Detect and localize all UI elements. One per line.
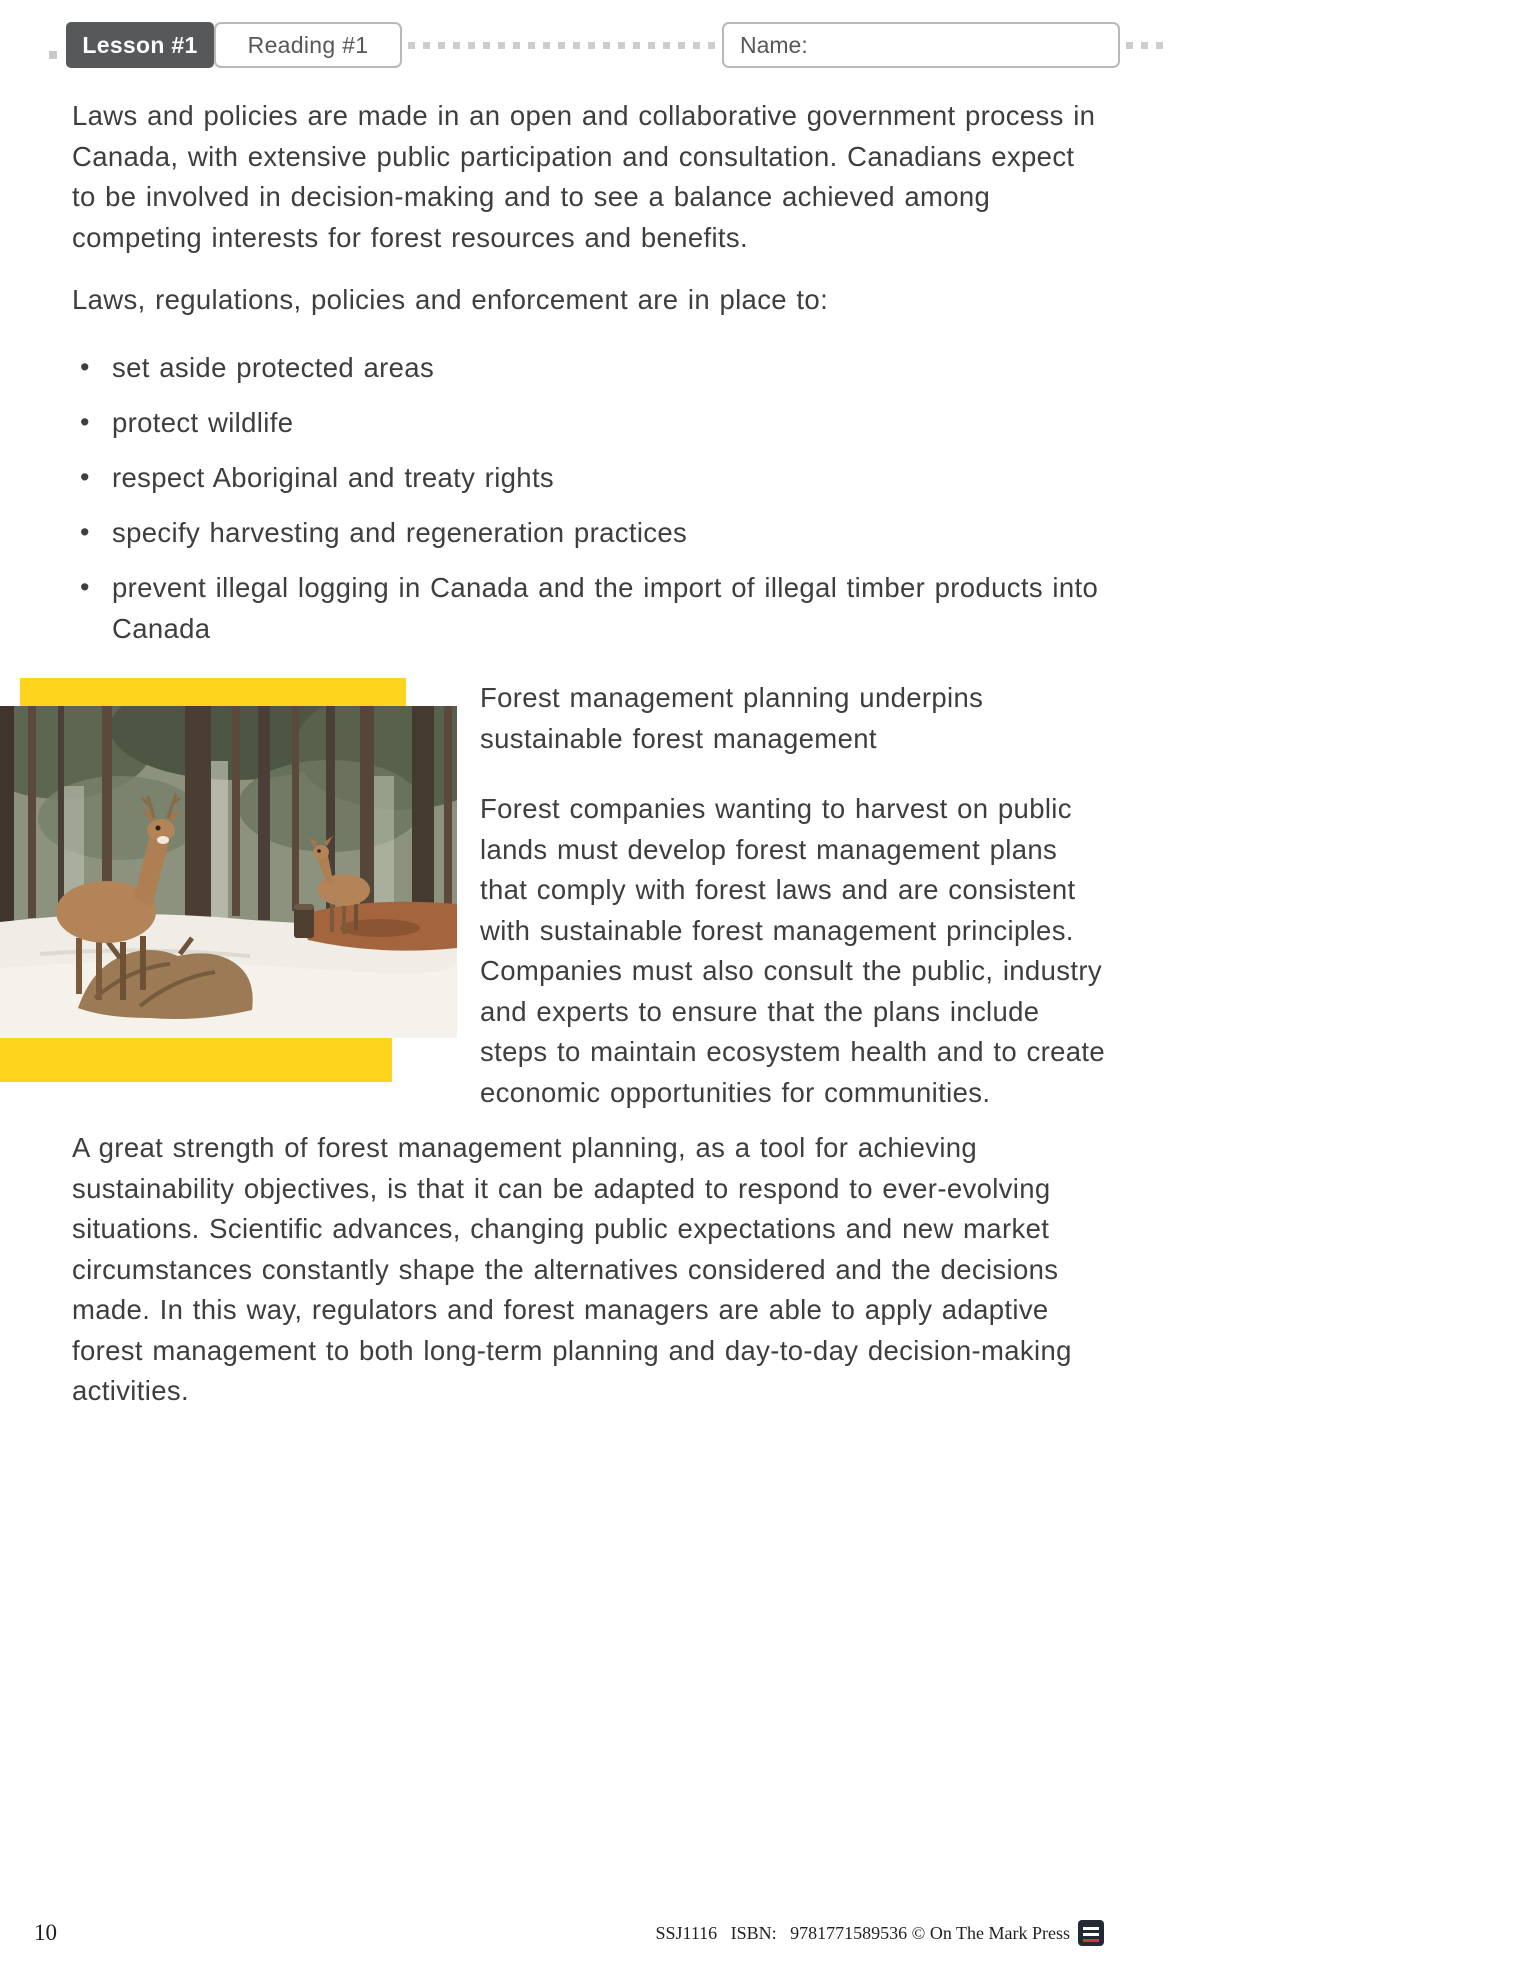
- footer-imprint-row: [0, 1920, 1104, 1946]
- closing-paragraph: A great strength of forest management planning, as a tool for achieving sustainability objectives, is that it can be adapted to respond to ever-evolving situations. Scientific advances, changing public expectations and new market circumstances constantly shape the alternatives considered and the decisions made. In this way, regulators and forest managers are able to apply adaptive forest management to both long-term planning and day-to-day decision-making activities.: [72, 1132, 1072, 1406]
- name-field[interactable]: [722, 22, 1120, 68]
- bullet-text: protect wildlife: [112, 407, 294, 438]
- deer-forest-illustration: [0, 706, 457, 1038]
- publisher-logo-icon: [1078, 1920, 1104, 1946]
- bullet-item-harvesting-practices: [72, 513, 1107, 554]
- photo-section: [0, 678, 1530, 1108]
- bullet-text: set aside protected areas: [112, 352, 435, 383]
- sidebar-heading: Forest management planning underpins sustainable forest management: [480, 682, 984, 754]
- name-label: Name:: [740, 31, 808, 58]
- deer-forest-photo: [0, 706, 457, 1038]
- bullet-text: prevent illegal logging in Canada and the import of illegal timber products into Canada: [112, 572, 1099, 644]
- lesson-tab-label: Lesson #1: [82, 31, 198, 58]
- dotted-divider-end: [1126, 42, 1168, 49]
- sidebar-text-column: [480, 678, 1108, 1113]
- laws-bullet-list: [72, 348, 1107, 664]
- imprint-text: SSJ1116 ISBN: 9781771589536 © On The Mark Press: [655, 1922, 1070, 1943]
- page-number: 10: [34, 1920, 57, 1945]
- bullet-item-illegal-logging: [72, 568, 1107, 649]
- reading-tab-label: Reading #1: [247, 31, 369, 58]
- reading-tab: [214, 22, 402, 68]
- bullet-item-aboriginal-rights: [72, 458, 1107, 499]
- sidebar-paragraph: Forest companies wanting to harvest on public lands must develop forest management plans that comply with forest laws and are consistent with sustainable forest management principles. Companies must also consult the public, industry and experts to ensure that the plans include steps to maintain ecosystem health and to create economic opportunities for communities.: [480, 793, 1105, 1108]
- intro-paragraph: Laws and policies are made in an open and collaborative government process in Canada, with extensive public participation and consultation. Canadians expect to be involved in decision-making and to see a balance achieved among competing interests for forest resources and benefits.: [72, 100, 1096, 253]
- bullet-item-protected-areas: [72, 348, 1107, 389]
- page-header: [0, 22, 1530, 68]
- bullet-text: specify harvesting and regeneration practices: [112, 517, 688, 548]
- laws-intro-line: Laws, regulations, policies and enforcement are in place to:: [72, 284, 829, 315]
- bullet-text: respect Aboriginal and treaty rights: [112, 462, 555, 493]
- bullet-item-protect-wildlife: [72, 403, 1107, 444]
- lesson-tab: [66, 22, 214, 68]
- dot-decoration-left: [49, 51, 57, 59]
- dotted-divider: [408, 42, 716, 49]
